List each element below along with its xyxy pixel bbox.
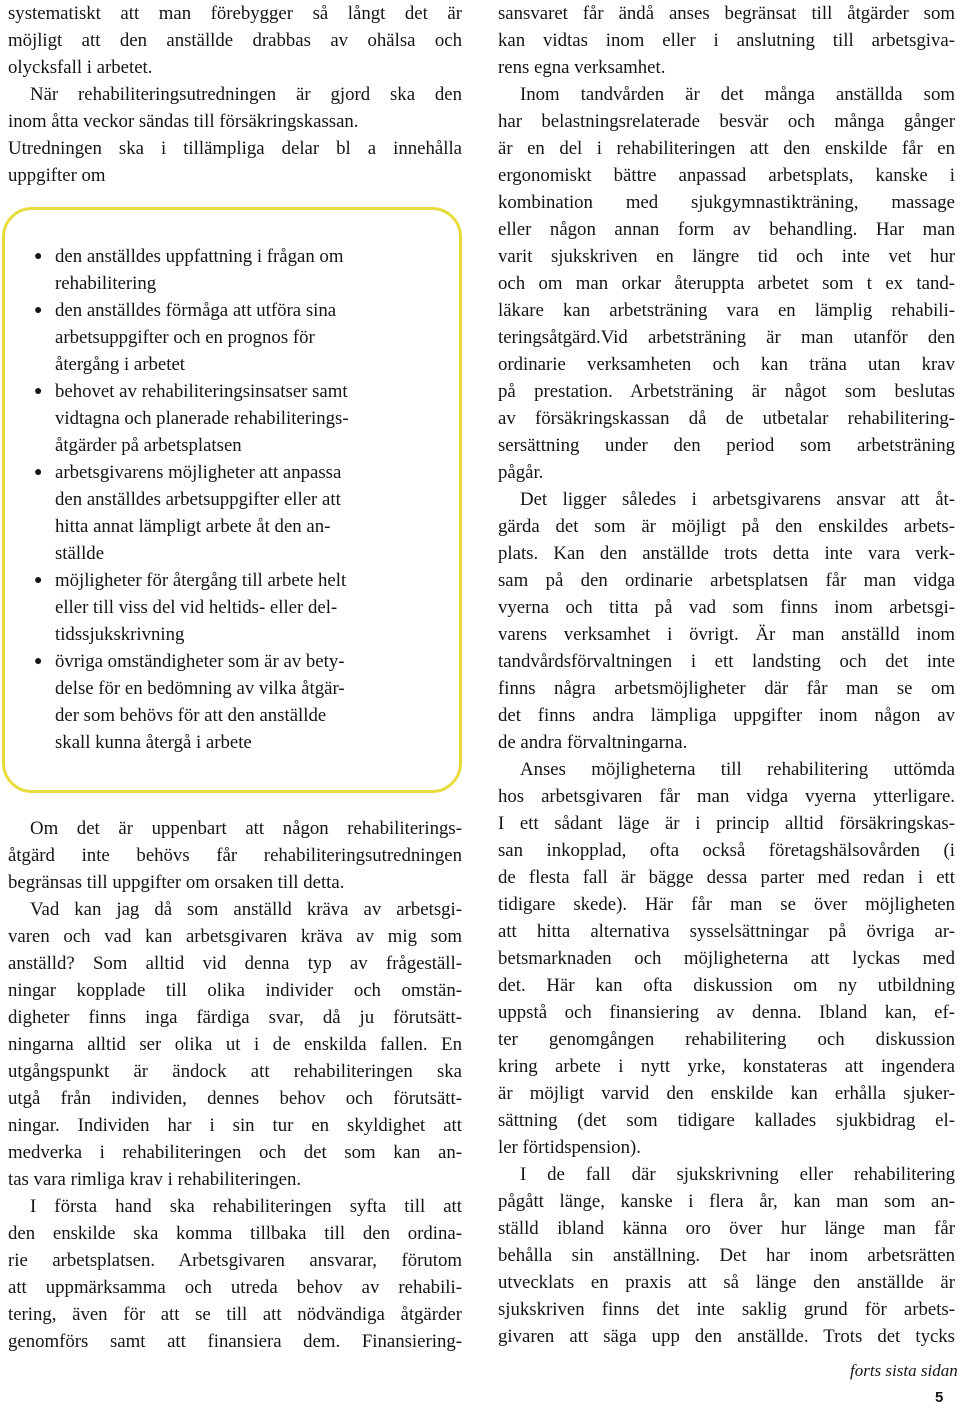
list-item-line: ställde	[55, 543, 105, 564]
text-line: uppstå och finansiering av denna. Ibland kan, ef-	[498, 1002, 955, 1023]
text-line: kombination med sjukgymnastikträning, massage	[498, 192, 955, 213]
list-item-line: möjligheter för återgång till arbete helt	[55, 570, 347, 591]
text-line: I första hand ska rehabiliteringen syfta till att	[30, 1196, 462, 1217]
list-item-line: vidtagna och planerade rehabiliterings-	[55, 408, 349, 429]
text-line: systematiskt att man förebygger så långt det är	[8, 3, 462, 24]
list-item-line: delse för en bedömning av vilka åtgär-	[55, 678, 345, 699]
text-line: sjukskriven finns det inte saklig grund för arbets-	[498, 1299, 955, 1320]
text-line: varens verksamhet i övrigt. Är man anställd inom	[498, 624, 955, 645]
list-item-line: behovet av rehabiliteringsinsatser samt	[55, 381, 348, 402]
text-line: Vad kan jag då som anställd kräva av arbetsgi-	[30, 899, 462, 920]
text-line: betsmarknaden och möjligheterna att lyckas med	[498, 948, 955, 969]
text-line: är möjligt varvid den enskilde kan erhålla sjuker-	[498, 1083, 955, 1104]
list-item-line: den anställdes arbetsuppgifter eller att	[55, 489, 341, 510]
text-line: Inom tandvården är det många anställda som	[520, 84, 955, 105]
text-line: det. Här kan ofta diskussion om ny utbildning	[498, 975, 955, 996]
text-line: sättning (det som tidigare kallades sjukbidrag el-	[498, 1110, 955, 1131]
bullet-icon: ●	[34, 465, 43, 480]
text-line: ningar kopplade till olika individer och omstän-	[8, 980, 462, 1001]
page-number: 5	[935, 1389, 944, 1406]
text-line: rens egna verksamhet.	[498, 57, 666, 78]
text-line: hos arbetsgivaren får man vidga vyerna ytterligare.	[498, 786, 955, 807]
list-item-line: skall kunna återgå i arbete	[55, 732, 252, 753]
text-line: pågår.	[498, 462, 544, 483]
text-line: utvecklats en praxis att så länge den anställde är	[498, 1272, 955, 1293]
continued-note: forts sista sidan	[850, 1361, 958, 1380]
text-line: ter genomgången rehabilitering och diskussion	[498, 1029, 955, 1050]
text-line: på prestation. Arbetsträning är något som beslutas	[498, 381, 955, 402]
list-item-line: arbetsuppgifter och en prognos för	[55, 327, 315, 348]
text-line: har belastningsrelaterade besvär och många gånger	[498, 111, 955, 132]
bullet-icon: ●	[34, 654, 43, 669]
text-line: gärda det som är möjligt på den enskildes arbets-	[498, 516, 955, 537]
list-item-line: åtgärder på arbetsplatsen	[55, 435, 242, 456]
text-line: ningar. Individen har i sin tur en skyldighet att	[8, 1115, 462, 1136]
text-line: utgå från individen, dennes behov och förutsätt-	[8, 1088, 462, 1109]
text-line: pågått länge, kanske i flera år, kan man som an-	[498, 1191, 955, 1212]
text-line: ställd ibland känna oro över hur länge man får	[498, 1218, 955, 1239]
text-line: eller någon annan form av behandling. Har man	[498, 219, 955, 240]
text-line: digheter finns inga färdiga svar, då ju förutsätt-	[8, 1007, 462, 1028]
bullet-icon: ●	[34, 384, 43, 399]
text-line: I de fall där sjukskrivning eller rehabilitering	[520, 1164, 955, 1185]
bullet-icon: ●	[34, 303, 43, 318]
text-line: san inkopplad, ofta också företagshälsovården (i	[498, 840, 955, 861]
text-line: de andra förvaltningarna.	[498, 732, 688, 753]
text-line: När rehabiliteringsutredningen är gjord ska den	[30, 84, 462, 105]
list-item-line: den anställdes uppfattning i frågan om	[55, 246, 344, 267]
list-item-line: rehabilitering	[55, 273, 157, 294]
list-item-line: övriga omständigheter som är av bety-	[55, 651, 345, 672]
text-line: de flesta fall är bägge dessa parter med redan i ett	[498, 867, 955, 888]
text-line: tering, även för att se till att nödvändiga åtgärder	[8, 1304, 462, 1325]
text-line: genomförs samt att finansiera dem. Finansiering-	[8, 1331, 462, 1352]
text-line: av försäkringskassan då de utbetalar rehabilitering-	[498, 408, 955, 429]
text-line: vyerna och titta på vad som finns inom arbetsgi-	[498, 597, 955, 618]
text-line: sam på den ordinarie arbetsplatsen får man vidga	[498, 570, 955, 591]
text-line: begränsas till uppgifter om orsaken till detta.	[8, 872, 345, 893]
text-line: inom åtta veckor sändas till försäkringskassan.	[8, 111, 359, 132]
list-item-line: tidssjukskrivning	[55, 624, 185, 645]
text-line: den enskilde ska komma tillbaka till den ordina-	[8, 1223, 462, 1244]
text-line: behålla sin anställning. Det har inom arbetsrätten	[498, 1245, 955, 1266]
list-item-line: arbetsgivarens möjligheter att anpassa	[55, 462, 342, 483]
list-item-line: den anställdes förmåga att utföra sina	[55, 300, 337, 321]
text-line: sansvaret får ändå anses begränsat till åtgärder som	[498, 3, 955, 24]
text-line: läkare kan arbetsträning vara en lämplig rehabili-	[498, 300, 955, 321]
bullet-icon: ●	[34, 573, 43, 588]
text-line: anställd? Som alltid vid denna typ av frågeställ-	[8, 953, 462, 974]
list-item-line: återgång i arbetet	[55, 354, 186, 375]
text-line: ergonomiskt bättre anpassad arbetsplats, kanske i	[498, 165, 955, 186]
bullet-icon: ●	[34, 249, 43, 264]
list-item-line: der som behövs för att den anställde	[55, 705, 327, 726]
text-line: olycksfall i arbetet.	[8, 57, 153, 78]
text-line: Utredningen ska i tillämpliga delar bl a innehålla	[8, 138, 462, 159]
text-line: det finns andra lämpliga uppgifter inom någon av	[498, 705, 955, 726]
text-line: och om man orkar återuppta arbetet som t ex tand-	[498, 273, 955, 294]
text-line: tas vara rimliga krav i rehabiliteringen.	[8, 1169, 302, 1190]
text-line: tidigare skede). Här får man se över möjligheten	[498, 894, 955, 915]
list-item-line: hitta annat lämpligt arbete åt den an-	[55, 516, 331, 537]
text-line: finns några arbetsmöjligheter där får man se om	[498, 678, 955, 699]
text-line: Det ligger således i arbetsgivarens ansvar att åt-	[520, 489, 955, 510]
text-line: varen och vad kan arbetsgivaren kräva av mig som	[8, 926, 462, 947]
text-line: möjligt att den anställde drabbas av ohälsa och	[8, 30, 462, 51]
text-line: givaren att säga upp den anställde. Trots det tycks	[498, 1326, 955, 1347]
text-line: att uppmärksamma och utreda behov av rehabili-	[8, 1277, 462, 1298]
text-line: tandvårdsförvaltningen i ett landsting och det inte	[498, 651, 955, 672]
text-line: är en del i rehabiliteringen att den enskilde får en	[498, 138, 955, 159]
text-line: kan vidtas inom eller i anslutning till arbetsgiva-	[498, 30, 955, 51]
text-line: utgångspunkt är ändock att rehabiliteringen ska	[8, 1061, 462, 1082]
text-line: I ett sådant läge är i princip alltid försäkringskas-	[498, 813, 955, 834]
text-line: ler förtidspension).	[498, 1137, 641, 1158]
text-line: ordinarie verksamheten och kan träna utan krav	[498, 354, 955, 375]
text-line: Anses möjligheterna till rehabilitering uttömda	[520, 759, 955, 780]
text-line: medverka i rehabiliteringen och det som kan an-	[8, 1142, 462, 1163]
text-line: kring arbete i nytt yrke, konstateras att ingendera	[498, 1056, 955, 1077]
list-item-line: eller till viss del vid heltids- eller del-	[55, 597, 338, 618]
text-line: Om det är uppenbart att någon rehabiliterings-	[30, 818, 462, 839]
text-line: plats. Kan den anställde trots detta inte vara verk-	[498, 543, 955, 564]
text-line: uppgifter om	[8, 165, 106, 186]
text-line: rie arbetsplatsen. Arbetsgivaren ansvarar, förutom	[8, 1250, 462, 1271]
text-line: varit sjukskriven en längre tid och inte vet hur	[498, 246, 955, 267]
text-line: att hitta alternativa sysselsättningar på övriga ar-	[498, 921, 955, 942]
text-line: åtgärd inte behövs får rehabiliteringsutredningen	[8, 845, 462, 866]
text-line: teringsåtgärd.Vid arbetsträning är man utanför den	[498, 327, 955, 348]
text-line: sersättning under den period som arbetsträning	[498, 435, 955, 456]
text-line: ningarna alltid ser olika ut i de enskilda fallen. En	[8, 1034, 462, 1055]
